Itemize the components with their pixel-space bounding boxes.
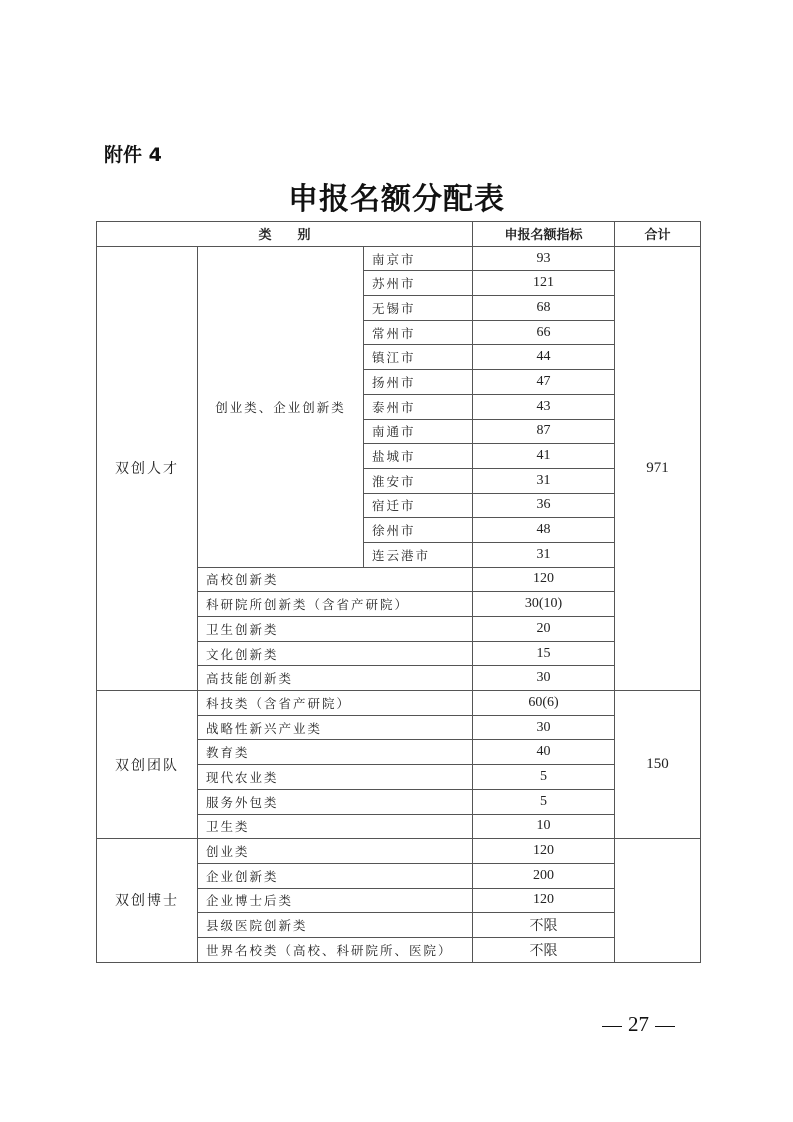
quota-table (96, 221, 701, 963)
header-total: 合计 (615, 222, 701, 247)
page-number-value: 27 (628, 1012, 649, 1036)
city-name: 苏州市 (364, 271, 473, 296)
city-name: 泰州市 (364, 394, 473, 419)
city-quota: 43 (473, 394, 615, 419)
city-name: 宿迁市 (364, 493, 473, 518)
city-quota: 47 (473, 370, 615, 395)
category-quota: 200 (473, 863, 615, 888)
category-name: 科研院所创新类（含省产研院） (198, 592, 473, 617)
city-quota: 66 (473, 320, 615, 345)
header-row (97, 222, 701, 247)
attachment-label: 附件 4 (104, 144, 162, 166)
city-name: 南京市 (364, 246, 473, 271)
city-name: 盐城市 (364, 444, 473, 469)
subgroup-label: 创业类、企业创新类 (198, 246, 364, 567)
city-name: 无锡市 (364, 296, 473, 321)
page-number (596, 1012, 681, 1037)
category-quota: 5 (473, 765, 615, 790)
category-name: 卫生创新类 (198, 617, 473, 642)
category-name: 企业博士后类 (198, 888, 473, 913)
city-name: 南通市 (364, 419, 473, 444)
city-quota: 121 (473, 271, 615, 296)
city-name: 常州市 (364, 320, 473, 345)
city-name: 淮安市 (364, 468, 473, 493)
category-name: 卫生类 (198, 814, 473, 839)
category-quota: 60(6) (473, 691, 615, 716)
header-quota: 申报名额指标 (473, 222, 615, 247)
category-quota: 40 (473, 740, 615, 765)
table-row (97, 691, 701, 716)
category-quota: 5 (473, 789, 615, 814)
city-quota: 36 (473, 493, 615, 518)
category-name: 教育类 (198, 740, 473, 765)
city-quota: 87 (473, 419, 615, 444)
category-name: 文化创新类 (198, 641, 473, 666)
category-quota: 不限 (473, 913, 615, 938)
group-team: 双创团队 (97, 691, 198, 839)
table-row (97, 839, 701, 864)
category-quota: 30 (473, 715, 615, 740)
city-quota: 44 (473, 345, 615, 370)
total-doctor (615, 839, 701, 962)
city-name: 扬州市 (364, 370, 473, 395)
category-quota: 10 (473, 814, 615, 839)
category-name: 战略性新兴产业类 (198, 715, 473, 740)
category-quota: 120 (473, 567, 615, 592)
city-quota: 31 (473, 468, 615, 493)
city-quota: 48 (473, 518, 615, 543)
table-row (97, 246, 701, 271)
city-name: 镇江市 (364, 345, 473, 370)
dash-right (655, 1026, 675, 1027)
category-quota: 30 (473, 666, 615, 691)
category-name: 高技能创新类 (198, 666, 473, 691)
category-quota: 不限 (473, 937, 615, 962)
category-quota: 15 (473, 641, 615, 666)
city-quota: 31 (473, 542, 615, 567)
category-name: 高校创新类 (198, 567, 473, 592)
category-name: 现代农业类 (198, 765, 473, 790)
category-quota: 30(10) (473, 592, 615, 617)
city-quota: 93 (473, 246, 615, 271)
city-name: 连云港市 (364, 542, 473, 567)
category-name: 创业类 (198, 839, 473, 864)
category-quota: 120 (473, 888, 615, 913)
total-team: 150 (615, 691, 701, 839)
category-name: 县级医院创新类 (198, 913, 473, 938)
dash-left (602, 1026, 622, 1027)
city-name: 徐州市 (364, 518, 473, 543)
group-talent: 双创人才 (97, 246, 198, 690)
category-quota: 20 (473, 617, 615, 642)
category-quota: 120 (473, 839, 615, 864)
category-name: 企业创新类 (198, 863, 473, 888)
city-quota: 68 (473, 296, 615, 321)
city-quota: 41 (473, 444, 615, 469)
category-name: 服务外包类 (198, 789, 473, 814)
category-name: 科技类（含省产研院） (198, 691, 473, 716)
page-title: 申报名额分配表 (288, 182, 505, 217)
total-talent: 971 (615, 246, 701, 690)
header-category: 类 别 (97, 222, 473, 247)
category-name: 世界名校类（高校、科研院所、医院） (198, 937, 473, 962)
group-doctor: 双创博士 (97, 839, 198, 962)
